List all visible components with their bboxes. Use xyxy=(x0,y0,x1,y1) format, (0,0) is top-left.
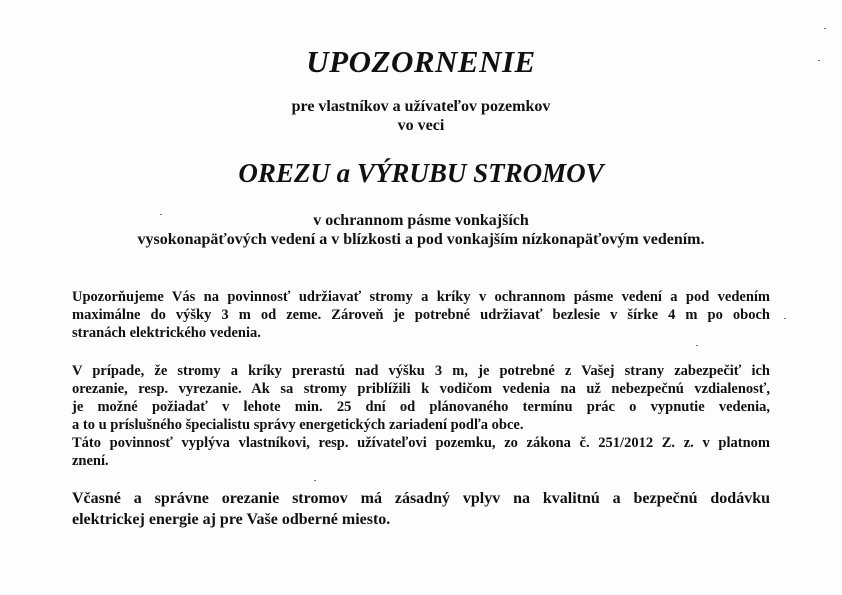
intro-line-1: v ochrannom pásme vonkajších xyxy=(313,212,529,229)
paragraph-conclusion xyxy=(72,488,770,530)
paragraph-line: maximálne do výšky 3 m od zeme. Zároveň je potrebné udržiavať bezlesie v šírke 4 m po oboch xyxy=(72,307,770,323)
intro-line-2: vysokonapäťových vedení a v blízkosti a pod vonkajším nízkonapäťovým vedením. xyxy=(137,231,705,248)
paragraph-obligation xyxy=(72,288,770,342)
paragraph-line: orezanie, resp. vyrezanie. Ak sa stromy priblížili k vodičom vedenia na už nebezpečnú vzdialenosť, xyxy=(72,381,770,397)
subtitle-line-1: pre vlastníkov a užívateľov pozemkov xyxy=(291,98,551,115)
paragraph-line: stranách elektrického vedenia. xyxy=(72,325,261,341)
paragraph-line: Táto povinnosť vyplýva vlastníkovi, resp. užívateľovi pozemku, zo zákona č. 251/2012 Z. z. v platnom xyxy=(72,435,770,451)
scan-speck xyxy=(818,60,820,61)
subtitle-line-2: vo veci xyxy=(397,117,445,134)
scan-speck xyxy=(314,480,316,481)
scan-speck xyxy=(696,345,698,346)
document-title: UPOZORNENIE xyxy=(306,44,536,79)
scan-speck xyxy=(160,214,162,215)
paragraph-line: elektrickej energie aj pre Vaše odberné miesto. xyxy=(72,511,391,528)
scan-speck xyxy=(784,318,786,319)
paragraph-line: a to u príslušného špecialistu správy energetických zariadení podľa obce. xyxy=(72,417,524,433)
scan-speck xyxy=(824,28,826,29)
paragraph-line: Včasné a správne orezanie stromov má zásadný vplyv na kvalitnú a bezpečnú dodávku xyxy=(72,490,770,507)
paragraph-line: Upozorňujeme Vás na povinnosť udržiavať stromy a kríky v ochrannom pásme vedení a pod vedením xyxy=(72,289,770,305)
paragraph-line: V prípade, že stromy a kríky prerastú nad výšku 3 m, je potrebné z Vašej strany zabezpečiť ich xyxy=(72,363,770,379)
document-heading: OREZU a VÝRUBU STROMOV xyxy=(238,158,604,188)
paragraph-line: je možné požiadať v lehote min. 25 dní od plánovaného termínu prác o vypnutie vedenia, xyxy=(72,399,770,415)
paragraph-line: znení. xyxy=(72,453,109,469)
paragraph-procedure xyxy=(72,362,770,470)
